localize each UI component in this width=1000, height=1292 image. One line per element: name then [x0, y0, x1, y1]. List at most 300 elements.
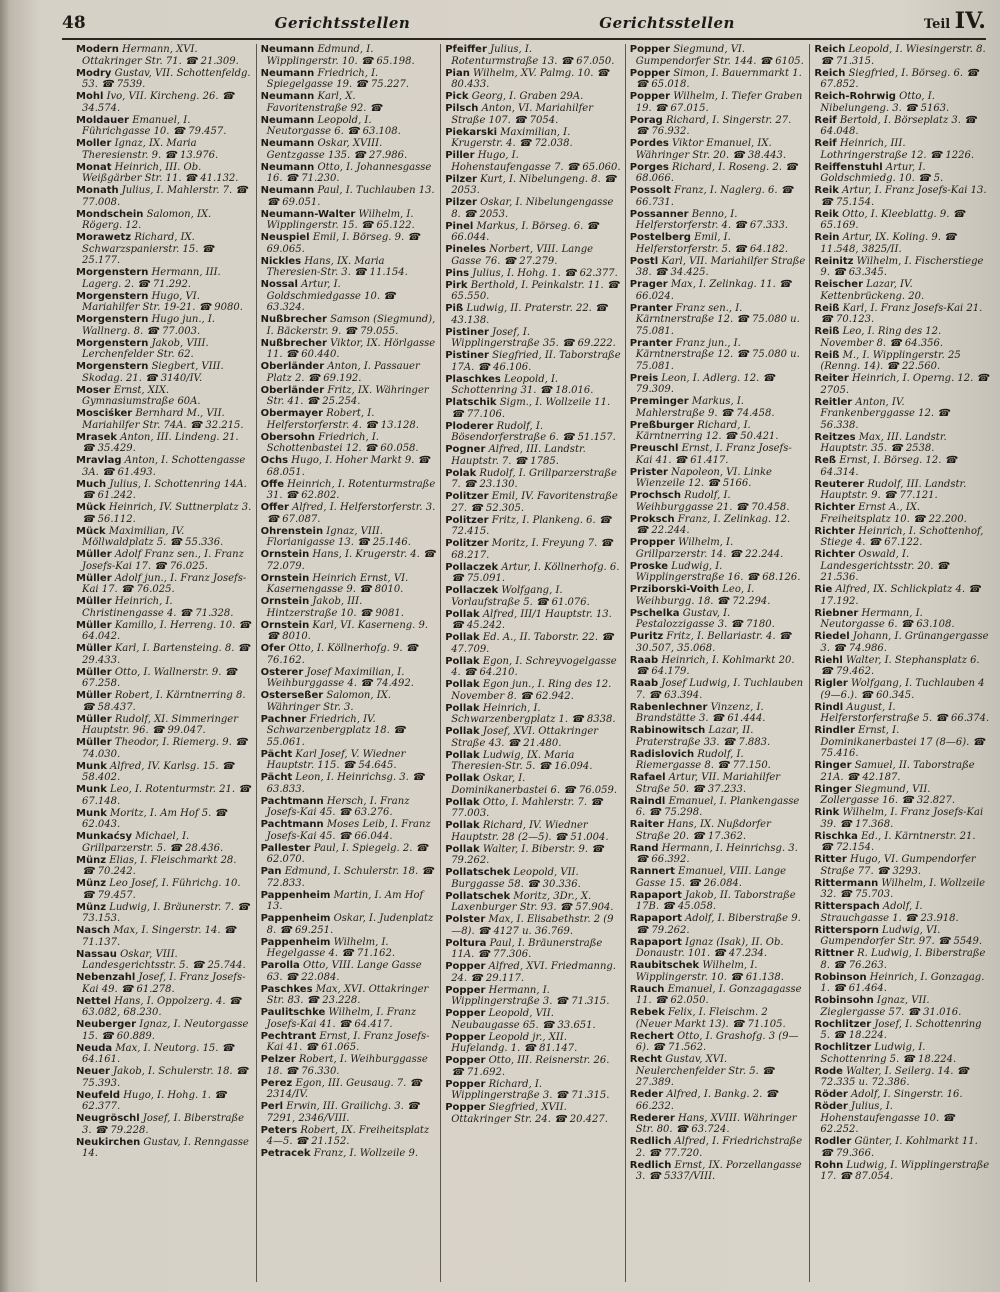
directory-entry [76, 455, 252, 478]
entry-name: Nassau [76, 948, 117, 960]
entry-details: Wilhelm, I. Grillparzerstr. 14. ☎ 22.244. [635, 537, 784, 560]
entry-name: Ornstein [260, 572, 310, 584]
entry-name: Pogner [445, 444, 486, 455]
entry-details: Anton, I. Passauer Platz 2. ☎ 69.192. [266, 361, 420, 384]
entry-details: Adolf, I. Biberstraße 9. ☎ 79.262. [635, 913, 801, 936]
entry-details: Josef, I. Biberstraße 3. ☎ 79.228. [82, 1113, 245, 1136]
entry-details: Artur, I. Franz Josefs-Kai 13. ☎ 75.154. [820, 185, 987, 208]
entry-name: Preuschl [629, 443, 679, 454]
entry-details: Josef Maximilian, I. Weihburggasse 4. ☎ 74.492. [266, 666, 414, 689]
directory-entry [630, 467, 806, 490]
directory-entry [814, 678, 990, 701]
entry-details: Alfred, I. Helferstorferstr. 3. ☎ 67.087. [266, 502, 436, 525]
entry-name: Moller [76, 138, 112, 149]
entry-name: Münz [76, 901, 107, 913]
directory-entry [76, 878, 252, 901]
directory-entry [814, 526, 990, 549]
entry-details: Alfred, IV. Karlsg. 15. ☎ 58.402. [82, 760, 235, 783]
entry-name: Poltura [445, 937, 487, 949]
entry-details: Hugo, VI. Gumpendorfer Straße 77. ☎ 3293. [820, 854, 976, 877]
entry-details: Robert, I. Weihburggasse 18. ☎ 76.330. [266, 1054, 428, 1077]
entry-details: Moritz, 3Dr., X. Laxenburger Str. 93. ☎ 57.904. [451, 890, 614, 913]
entry-name: Robinson [814, 971, 867, 983]
entry-details: Karl Josef, V. Wiedner Hauptstr. 115. ☎ 54.645. [266, 748, 406, 771]
entry-details: Edmund, I. Wipplingerstr. 10. ☎ 65.198. [266, 44, 415, 67]
entry-name: Proksch [629, 513, 675, 525]
directory-entry [261, 1148, 437, 1160]
directory-entry [261, 749, 437, 772]
directory-entry [630, 772, 806, 795]
entry-name: Moser [76, 384, 111, 396]
entry-name: Postl [629, 255, 659, 267]
entry-name: Much [76, 478, 107, 490]
entry-name: Ochs [260, 455, 289, 466]
directory-entry [445, 68, 621, 91]
directory-entry [630, 913, 806, 936]
entry-details: Julius, I. Schottenring 14A. ☎ 61.242. [82, 478, 247, 501]
entry-name: Popper [445, 961, 486, 972]
entry-details: Gustav, VII. Schottenfeldg. 53. ☎ 7539. [82, 67, 251, 90]
entry-details: Ernst, I. Dominikanerbastei 17 (8—6). ☎ 75.416. [820, 725, 985, 759]
entry-name: Pollak [445, 796, 480, 808]
entry-details: Siegfried, I. Börseg. 6. ☎ 67.852. [820, 67, 979, 90]
directory-entry [445, 562, 621, 585]
directory-entry [630, 1031, 806, 1054]
entry-name: Pfeiffer [445, 44, 487, 55]
directory-entry [76, 549, 252, 572]
directory-entry [261, 68, 437, 91]
directory-entry [630, 866, 806, 889]
entry-name: Rochlitzer [814, 1018, 872, 1030]
directory-entry [261, 643, 437, 666]
entry-details: Hersch, I. Franz Josefs-Kai 45. ☎ 63.276. [266, 795, 410, 818]
directory-entry [445, 44, 621, 67]
entry-name: Rie [814, 584, 833, 595]
entry-name: Prochsch [629, 490, 681, 501]
entry-details: Otto, III. Reisnerstr. 26. ☎ 71.692. [451, 1055, 610, 1078]
entry-name: Prager [629, 279, 668, 290]
entry-name: Pian [445, 67, 470, 79]
entry-details: Walter, I. Stephansplatz 6. ☎ 79.462. [820, 654, 980, 677]
entry-details: Richard, IV. Wiedner Hauptstr. 28 (2—5). ☎ 51.004. [451, 820, 609, 843]
entry-name: Reich [814, 44, 846, 55]
entry-details: Julius, I. Mahlerstr. 7. ☎ 77.008. [82, 185, 248, 208]
directory-entry [445, 221, 621, 244]
directory-entry [445, 280, 621, 303]
directory-entry [261, 385, 437, 408]
entry-name: Rohn [814, 1159, 844, 1171]
entry-details: Ludwig, I. Schottenring 5. ☎ 18.224. [820, 1042, 957, 1065]
directory-entry [261, 796, 437, 819]
directory-entry [76, 185, 252, 208]
directory-entry [445, 985, 621, 1008]
directory-entry [76, 1066, 252, 1089]
entry-name: Rebek [629, 1007, 665, 1018]
directory-entry [630, 1136, 806, 1159]
directory-entry [630, 960, 806, 983]
entry-details: Alfred, I. Bankg. 2. ☎ 66.232. [635, 1089, 778, 1112]
entry-details: Salomon, IX. Währinger Str. 3. [266, 690, 391, 713]
directory-entry [814, 256, 990, 279]
entry-details: Heinrich, I. Kohlmarkt 20. ☎ 64.179. [635, 654, 795, 677]
entry-name: Paschkes [260, 983, 313, 995]
directory-entry [630, 631, 806, 654]
directory-entry [814, 303, 990, 326]
directory-entry [814, 1136, 990, 1159]
directory-entry [630, 514, 806, 537]
entry-details: Emanuel, I. Führichgasse 10. ☎ 79.457. [82, 114, 227, 137]
directory-entry [76, 1137, 252, 1160]
directory-entry [445, 303, 621, 326]
entry-details: Ernst, I. Franz Josefs-Kai 41. ☎ 61.417. [635, 443, 792, 466]
directory-entry [76, 690, 252, 713]
directory-entry [76, 808, 252, 831]
directory-entry [261, 408, 437, 431]
entry-details: Ludwig, II. Praterstr. 22. ☎ 43.138. [451, 303, 608, 326]
entry-name: Reik [814, 208, 839, 220]
entry-details: Max, I. Elisabethstr. 2 (9—8). ☎ 4127 u. 36.769. [451, 914, 614, 937]
entry-name: Neuer [76, 1066, 110, 1077]
part-prefix: Teil [923, 17, 951, 32]
entry-details: Anton, VI. Mariahilfer Straße 107. ☎ 7054. [451, 103, 593, 126]
listing-column [72, 44, 256, 1282]
entry-name: Morgenstern [76, 361, 149, 372]
directory-entry [261, 960, 437, 983]
entry-name: Pallester [260, 842, 311, 854]
entry-name: Müller [76, 572, 112, 584]
directory-entry [630, 68, 806, 91]
directory-entry [445, 103, 621, 126]
entry-name: Pistiner [445, 350, 489, 361]
entry-details: Paul, I. Spiegelg. 2. ☎ 62.070. [266, 842, 429, 865]
entry-details: Siegmund, VII. Zollergasse 16. ☎ 32.827. [820, 783, 956, 806]
directory-entry [445, 632, 621, 655]
entry-details: Otto, I. Köllnerhofg. 9. ☎ 76.162. [266, 643, 419, 666]
entry-name: Richter [814, 502, 856, 513]
entry-name: Possolt [629, 185, 671, 196]
directory-entry [630, 843, 806, 866]
entry-details: Leopold jr., XII. Hufelandg. 1. ☎ 81.147. [451, 1031, 578, 1054]
entry-name: Pappenheim [260, 913, 331, 924]
page-header [62, 8, 986, 40]
directory-entry [814, 702, 990, 725]
entry-details: Markus, I. Börseg. 6. ☎ 66.044. [451, 220, 599, 243]
directory-entry [76, 737, 252, 760]
directory-entry [76, 761, 252, 784]
entry-details: Erwin, III. Grailichg. 3. ☎ 7291, 2346/VIII. [266, 1101, 420, 1124]
directory-entry [445, 961, 621, 984]
entry-name: Popper [445, 1078, 486, 1090]
entry-details: Ludwig, I. Wipplingerstraße 17. ☎ 87.054. [820, 1159, 990, 1182]
directory-entry [261, 1101, 437, 1124]
entry-details: Hugo jun., I. Wallnerg. 8. ☎ 77.003. [82, 314, 215, 337]
entry-details: Ignaz, VIII. Florianigasse 13. ☎ 25.146. [266, 525, 411, 548]
directory-entry [261, 772, 437, 795]
directory-entry [814, 1160, 990, 1183]
entry-details: Artur, VII. Mariahilfer Straße 50. ☎ 37.233. [635, 772, 781, 795]
entry-name: Reiß [814, 326, 840, 337]
directory-entry [630, 608, 806, 631]
entry-name: Offe [260, 478, 284, 490]
directory-entry [630, 678, 806, 701]
directory-entry [445, 538, 621, 561]
entry-name: Ringer [814, 760, 852, 771]
directory-entry [445, 491, 621, 514]
entry-name: Mohl [76, 91, 104, 102]
directory-entry [261, 115, 437, 138]
directory-entry [445, 244, 621, 267]
entry-name: Preßburger [629, 419, 695, 431]
entry-name: Osterer [260, 666, 304, 678]
directory-entry [261, 432, 437, 455]
directory-entry [630, 1007, 806, 1030]
entry-details: Hans, I. Oppolzerg. 4. ☎ 63.082, 68.230. [82, 995, 242, 1018]
directory-entry [76, 44, 252, 67]
directory-entry [261, 866, 437, 889]
entry-name: Possanner [629, 208, 689, 220]
entry-details: Adolf, I. Singerstr. 16. [851, 1089, 963, 1100]
entry-details: Leopold, I. Schottenring 31. ☎ 18.016. [451, 373, 594, 396]
directory-entry [814, 479, 990, 502]
directory-entry [261, 256, 437, 279]
entry-name: Rederer [629, 1112, 675, 1124]
entry-name: Pachner [260, 713, 307, 725]
directory-entry [630, 256, 806, 279]
directory-entry [445, 444, 621, 467]
directory-entry [630, 338, 806, 373]
directory-entry [76, 526, 252, 549]
entry-name: Popper [445, 984, 486, 996]
entry-name: Nossal [260, 279, 298, 290]
entry-details: Josef, XVI. Ottakringer Straße 43. ☎ 21.480. [451, 726, 599, 749]
entry-name: Obersohn [260, 431, 316, 443]
entry-name: Neumann [260, 44, 315, 55]
entry-details: Franz, I. Zelinkag. 12. ☎ 22.244. [635, 513, 791, 536]
entry-details: Wilhelm, I. Franz Josefs-Kai 41. ☎ 64.417. [266, 1007, 417, 1030]
entry-name: Ornstein [260, 596, 310, 607]
entry-name: Raiter [629, 819, 665, 830]
entry-details: Max, I. Zelinkag. 11. ☎ 66.024. [635, 279, 792, 302]
entry-name: Müller [76, 713, 112, 725]
entry-name: Paulitschke [260, 1007, 326, 1018]
entry-details: Alfred, III/1 Hauptstr. 13. ☎ 45.242. [451, 608, 612, 631]
entry-name: Politzer [445, 491, 489, 502]
directory-entry [445, 797, 621, 820]
entry-details: Rudolf, I. Bösendorferstraße 6. ☎ 51.157. [451, 420, 616, 443]
directory-entry [76, 502, 252, 525]
entry-name: Rapaport [629, 889, 682, 901]
entry-name: Nebenzahl [76, 972, 136, 983]
directory-entry [261, 455, 437, 478]
entry-name: Polak [445, 467, 477, 479]
entry-name: Pinel [445, 220, 474, 232]
listing-column [625, 44, 810, 1282]
directory-entry [261, 937, 437, 960]
entry-name: Pappenheim [260, 889, 331, 901]
entry-details: Franz, I. Naglerg. 6. ☎ 66.731. [635, 185, 794, 208]
entry-name: Raab [629, 678, 659, 689]
entry-details: Ludwig, I. Wipplingerstraße 16. ☎ 68.126. [635, 560, 801, 583]
directory-entry [76, 643, 252, 666]
entry-details: Heinrich, III. Ob. Weißgärber Str. 11. ☎ 41.132. [82, 161, 239, 184]
entry-name: Ornstein [260, 619, 310, 631]
directory-entry [814, 972, 990, 995]
entry-details: Artur, I. Goldschmiedg. 10. ☎ 5. [820, 161, 944, 184]
entry-details: Ed. A., II. Taborstr. 22. ☎ 47.709. [451, 632, 614, 655]
entry-name: Müller [76, 549, 112, 560]
directory-entry [261, 338, 437, 361]
entry-name: Rittersporn [814, 924, 879, 936]
directory-entry [76, 596, 252, 619]
directory-entry [261, 91, 437, 114]
directory-entry [814, 68, 990, 91]
directory-entry [630, 749, 806, 772]
directory-entry [814, 995, 990, 1018]
directory-entry [445, 397, 621, 420]
entry-name: Platschik [445, 397, 497, 408]
entry-name: Nasch [76, 925, 111, 936]
directory-entry [814, 455, 990, 478]
directory-entry [261, 1007, 437, 1030]
entry-name: Pollatschek [445, 867, 511, 878]
entry-details: Wilhelm, I. Hegelgasse 4. ☎ 71.162. [266, 936, 395, 959]
entry-details: Robert, IX. Freiheitsplatz 4—5. ☎ 21.152. [266, 1124, 430, 1147]
entry-name: Rittermann [814, 877, 879, 889]
directory-entry [445, 197, 621, 220]
entry-details: Vinzenz, I. Brandstätte 3. ☎ 61.444. [635, 701, 766, 724]
entry-name: Pineles [445, 244, 487, 255]
entry-name: Propper [629, 537, 675, 548]
entry-details: Edmund, I. Schulerstr. 18. ☎ 72.833. [266, 866, 434, 889]
directory-entry [445, 374, 621, 397]
directory-entry [814, 350, 990, 373]
entry-details: Samson (Siegmund), I. Bäckerstr. 9. ☎ 79.055. [266, 314, 436, 337]
entry-details: Franz jun., I. Kärntnerstraße 12. ☎ 75.080 u. 75.081. [635, 337, 800, 372]
entry-name: Ritter [814, 854, 847, 865]
entry-details: Karl, I. Bartensteing. 8. ☎ 29.433. [82, 643, 251, 666]
entry-details: Hermann, I. Neutorgasse 6. ☎ 63.108. [820, 607, 955, 630]
directory-entry [261, 1031, 437, 1054]
entry-name: Pollak [445, 702, 480, 714]
entry-details: Heinrich, I. Rotenturmstraße 31. ☎ 62.802. [266, 478, 436, 501]
entry-details: Ivo, VII. Kircheng. 26. ☎ 34.574. [82, 91, 235, 114]
entry-name: Reich [814, 67, 846, 79]
directory-entry [76, 1019, 252, 1042]
entry-details: Otto, I. Wallnerstr. 9. ☎ 67.258. [82, 666, 238, 689]
entry-name: Prziborski-Voith [629, 584, 720, 595]
entry-details: Oskar, XVIII. Gentzgasse 135. ☎ 27.986. [266, 138, 408, 161]
entry-details: Viktor, IX. Hörlgasse 11. ☎ 60.440. [266, 337, 436, 360]
entry-name: Richter [814, 525, 856, 537]
entry-details: Otto, I. Mahlerstr. 7. ☎ 77.003. [451, 796, 603, 819]
directory-entry [76, 267, 252, 290]
entry-details: Ludwig, VI. Gumpendorfer Str. 97. ☎ 5549. [820, 924, 983, 947]
directory-entry [814, 760, 990, 783]
entry-name: Neumann [260, 91, 315, 102]
entry-name: Pick [445, 91, 469, 102]
directory-entry [76, 925, 252, 948]
entry-details: Otto, I. Grashofg. 3 (9—6). ☎ 71.562. [635, 1030, 799, 1053]
entry-details: Wilhelm, I. Wipplingerstr. 10. ☎ 61.138. [635, 960, 784, 983]
entry-details: Adolf, I. Strauchgasse 1. ☎ 23.918. [820, 901, 959, 924]
entry-name: Perl [260, 1101, 284, 1112]
directory-entry [76, 972, 252, 995]
entry-name: Reder [629, 1089, 664, 1100]
entry-details: Leon, I. Heinrichsg. 3. ☎ 63.833. [266, 772, 425, 795]
directory-entry [630, 890, 806, 913]
directory-entry [261, 819, 437, 842]
directory-entry [76, 291, 252, 314]
entry-details: Emil, I. Helferstorferstr. 5. ☎ 64.182. [635, 232, 789, 255]
listing-columns [72, 44, 994, 1282]
directory-entry [814, 854, 990, 877]
entry-name: Müller [76, 596, 112, 607]
entry-details: Heinrich, III. Lothringerstraße 12. ☎ 1226. [820, 138, 975, 161]
directory-entry [445, 891, 621, 914]
entry-name: Rindl [814, 701, 844, 713]
directory-entry [76, 385, 252, 408]
entry-details: Anton, I. Schottengasse 3A. ☎ 61.493. [82, 455, 246, 478]
entry-name: Nußbrecher [260, 337, 327, 349]
entry-name: Peters [260, 1124, 298, 1136]
directory-entry [814, 925, 990, 948]
entry-name: Neukirchen [76, 1136, 141, 1148]
directory-entry [814, 725, 990, 760]
entry-details: Richard, I. Kärntnerring 12. ☎ 50.421. [635, 419, 779, 442]
directory-entry [76, 855, 252, 878]
directory-entry [630, 561, 806, 584]
entry-name: Reitzes [814, 431, 856, 443]
entry-details: Ernst, XIX. Gymnasiumstraße 60A. [82, 384, 201, 407]
directory-entry [630, 537, 806, 560]
entry-details: Richard, I. Singerstr. 27. ☎ 76.932. [635, 114, 792, 137]
entry-details: Paul, I. Bräunerstraße 11A. ☎ 77.306. [451, 937, 603, 960]
directory-entry [261, 1054, 437, 1077]
entry-name: Riehl [814, 654, 843, 666]
entry-details: Wilhelm, I. Fischerstiege 9. ☎ 63.345. [820, 255, 984, 278]
entry-name: Rischka [814, 830, 858, 842]
entry-name: Osterseßer [260, 690, 324, 701]
entry-name: Nettel [76, 995, 111, 1007]
entry-details: Rudolf, III. Landstr. Hauptstr. 9. ☎ 77.121. [820, 478, 967, 501]
entry-name: Pollaczek [445, 585, 499, 596]
entry-name: Nickles [260, 255, 302, 267]
entry-details: Robert, I. Helferstorferstr. 4. ☎ 13.128. [266, 408, 419, 431]
directory-entry [814, 549, 990, 584]
entry-name: Pollak [445, 820, 480, 831]
entry-name: Reif [814, 138, 837, 149]
entry-details: Salomon, IX. Rögerg. 12. [82, 208, 212, 231]
directory-entry [261, 502, 437, 525]
entry-details: Oskar, I. Judenplatz 8. ☎ 69.251. [266, 913, 434, 936]
entry-name: Ofer [260, 643, 286, 654]
directory-entry [445, 820, 621, 843]
entry-name: Robinsohn [814, 995, 874, 1006]
entry-name: Modry [76, 67, 112, 79]
entry-name: Reiß [814, 349, 840, 361]
directory-entry [630, 396, 806, 419]
entry-details: Alfred, XVI. Friedmanng. 24. ☎ 29.117. [451, 961, 616, 984]
entry-details: Alfred, IX. Schlickplatz 4. ☎ 17.192. [820, 584, 981, 607]
directory-entry [76, 314, 252, 337]
directory-entry [814, 608, 990, 631]
entry-details: Siegfried, II. Taborstraße 17A. ☎ 46.106. [451, 350, 621, 373]
entry-details: Ernst, I. Franz Josefs-Kai 41. ☎ 61.065. [266, 1030, 430, 1053]
entry-name: Rapaport [629, 936, 682, 948]
entry-details: Wilhelm, XV. Palmg. 10. ☎ 80.433. [451, 67, 610, 90]
entry-name: Popper [445, 1008, 486, 1019]
entry-name: Puritz [629, 631, 664, 642]
